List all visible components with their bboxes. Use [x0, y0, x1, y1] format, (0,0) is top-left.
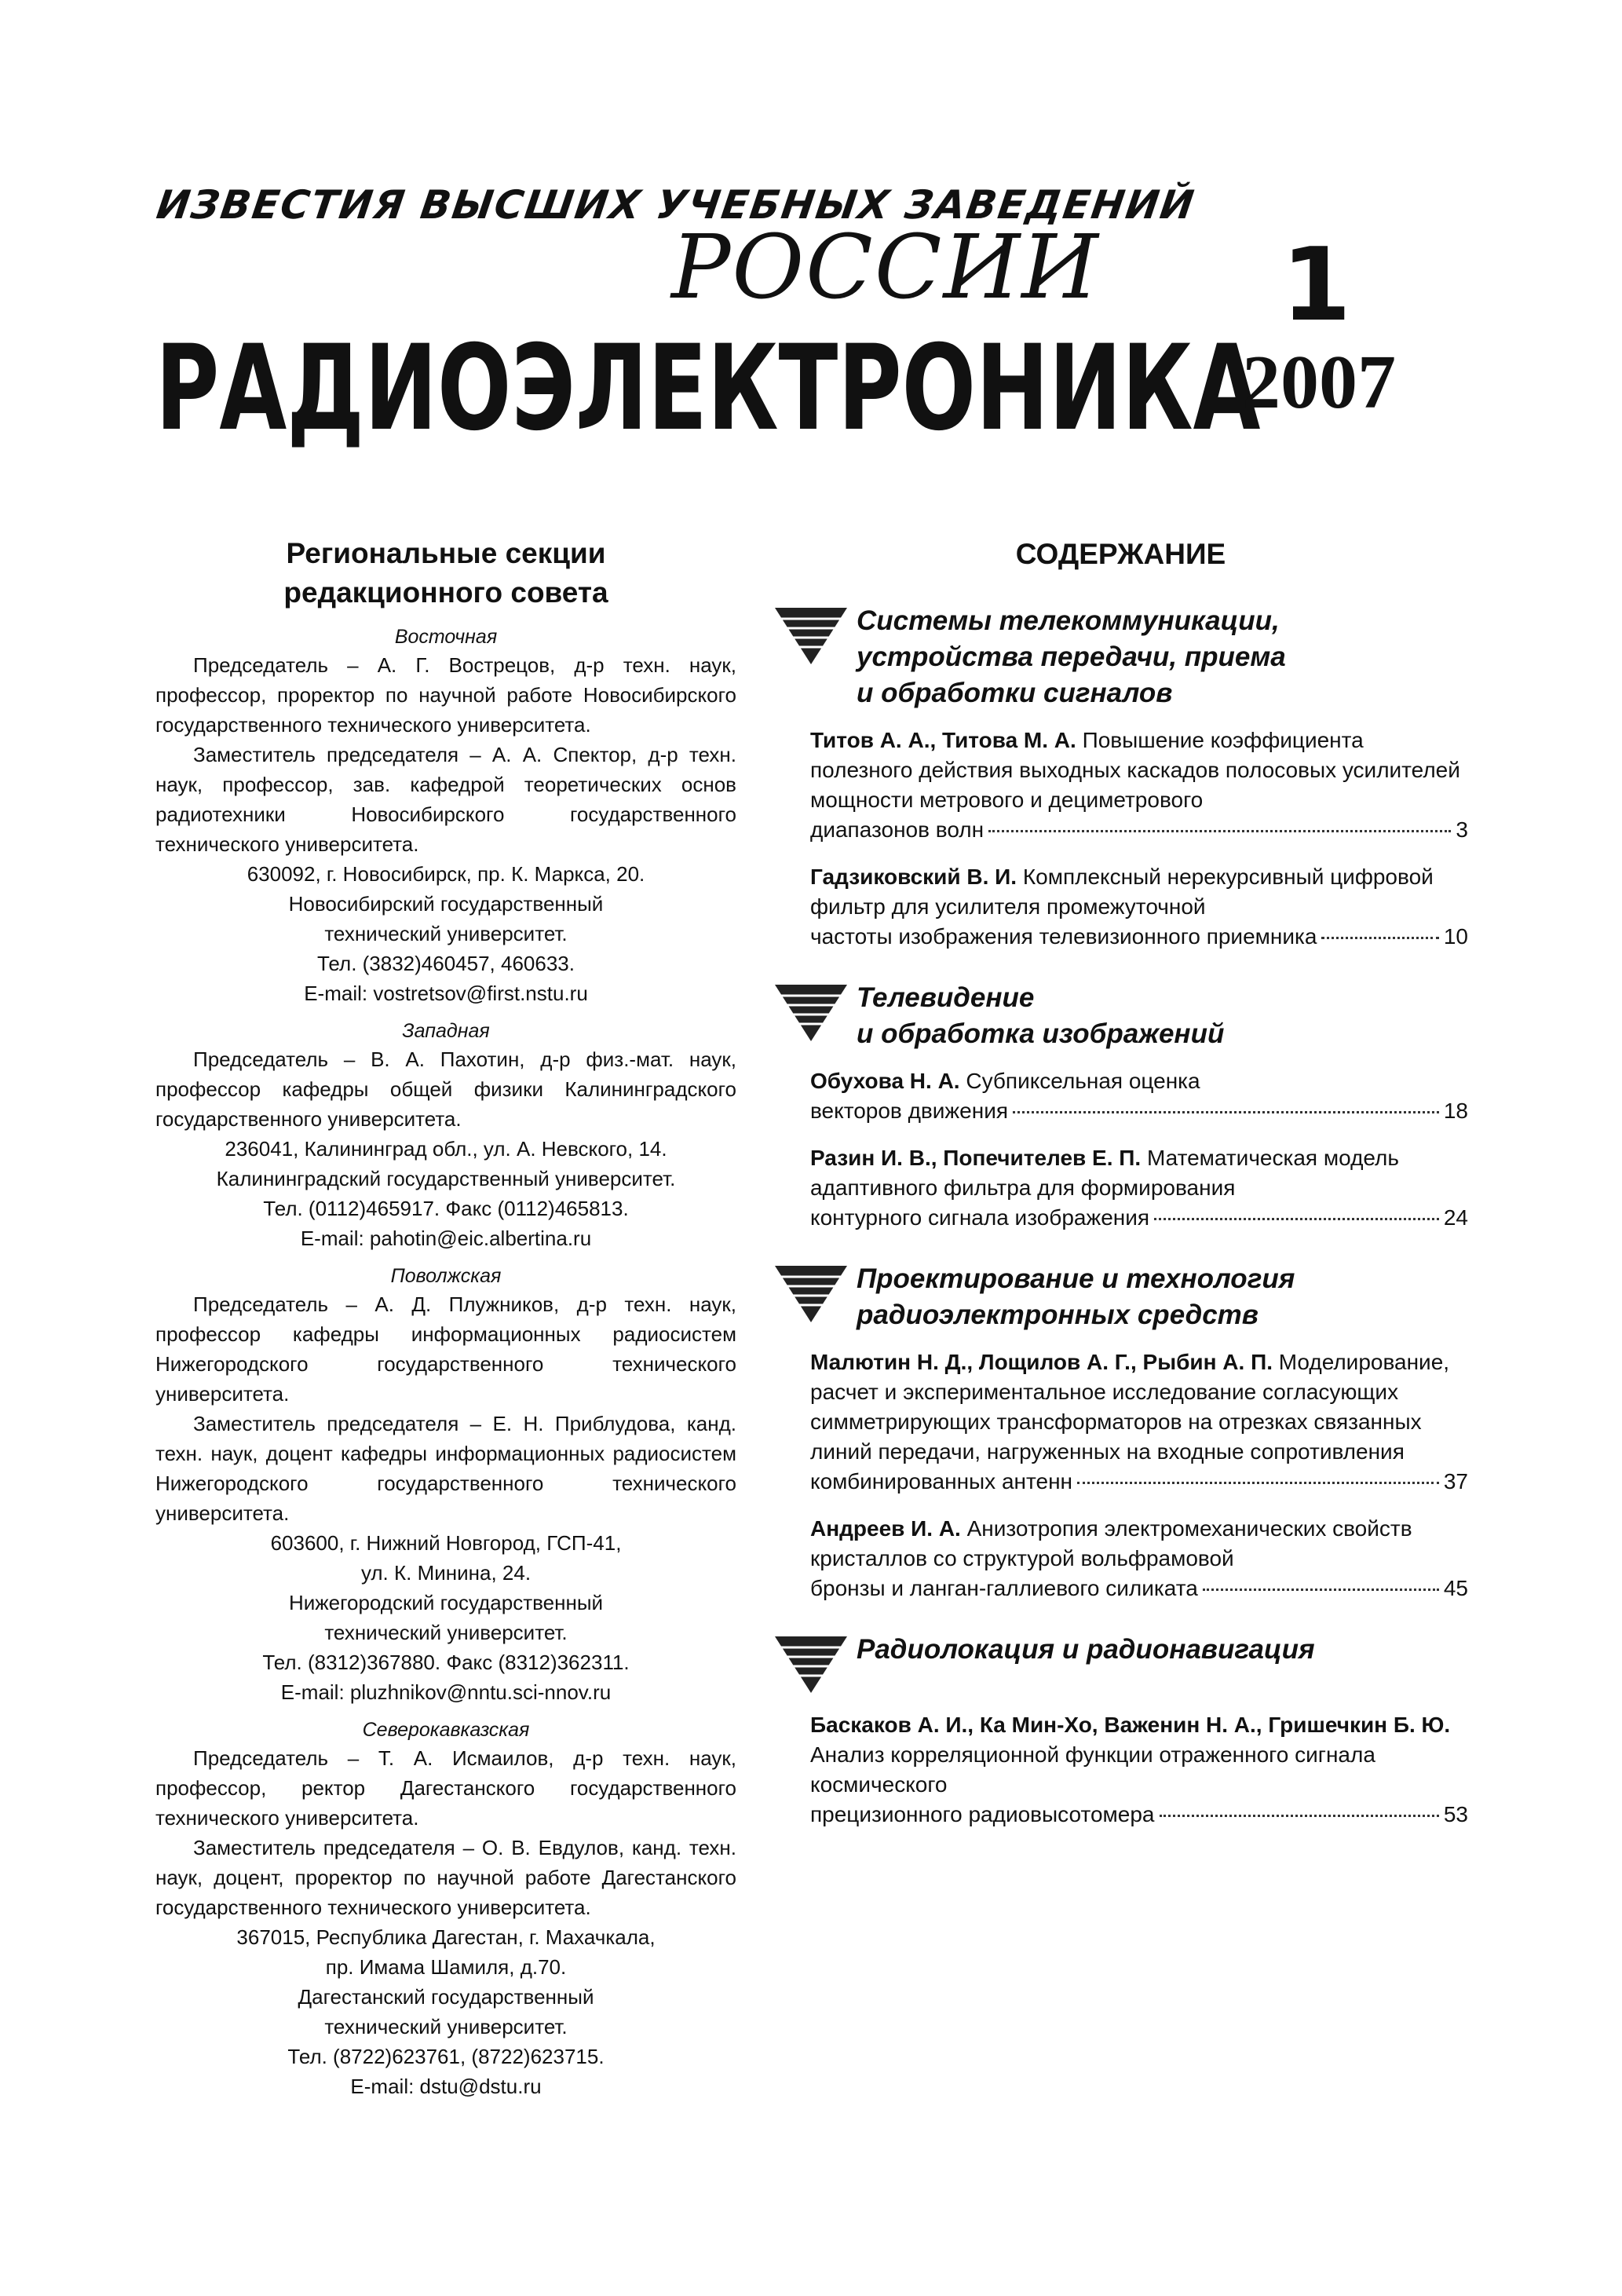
dot-leader	[1203, 1589, 1439, 1591]
entry-title-end: контурного сигнала изображения	[810, 1205, 1150, 1230]
region-phone: Тел. (8722)623761, (8722)623715.	[287, 2045, 605, 2068]
region-name: Восточная	[394, 626, 498, 648]
contents-entry[interactable]	[810, 1143, 1468, 1233]
contents-entry[interactable]	[810, 1066, 1468, 1126]
region-address: Нижегородский государственный	[288, 1591, 604, 1614]
entry-page: 24	[1443, 1205, 1468, 1230]
contents-entry[interactable]	[810, 862, 1468, 952]
region-address: 630092, г. Новосибирск, пр. К. Маркса, 20.	[247, 862, 645, 886]
section-triangle-icon	[773, 1633, 849, 1696]
dot-leader	[1154, 1218, 1439, 1220]
contents-entry[interactable]	[810, 1710, 1468, 1830]
region-address: пр. Имама Шамиля, д.70.	[325, 1955, 567, 1979]
entry-title-end: бронзы и ланган-галлиевого силиката	[810, 1576, 1198, 1600]
entry-title: Анизотропия электромеханических свойств кристаллов со структурой вольфрамовой	[810, 1516, 1412, 1570]
region-address: Дагестанский государственный	[298, 1985, 594, 2009]
region-phone: Тел. (3832)460457, 460633.	[317, 952, 575, 975]
region-deputy: Заместитель председателя – А. А. Спектор, д-р техн. наук, профессор, зав. кафедрой теоретических основ радиотехники Новосибирского государственного технического университета.	[155, 743, 736, 856]
region-address: Новосибирский государственный	[288, 892, 604, 916]
series-title: ИЗВЕСТИЯ ВЫСШИХ УЧЕБНЫХ ЗАВЕДЕНИЙ	[153, 182, 1198, 228]
region-address: 603600, г. Нижний Новгород, ГСП-41,	[270, 1531, 622, 1555]
section-triangle-icon	[773, 605, 849, 667]
region-address: ул. К. Минина, 24.	[360, 1561, 532, 1585]
section-title: Системы телекоммуникации, устройства передачи, приема и обработки сигналов	[857, 605, 1286, 708]
region-address: технический университет.	[324, 1621, 568, 1644]
section-header	[773, 1261, 1468, 1333]
region-chair: Председатель – А. Д. Плужников, д-р техн. наук, профессор кафедры информационных радиосистем Нижегородского государственного технического университета.	[155, 1292, 736, 1406]
section-title: Радиолокация и радионавигация	[857, 1634, 1315, 1665]
entry-title: Моделирование, расчет и экспериментальное исследование согласующих симметрирующих трансформаторов на отрезках связанных линий передачи, нагруженных на входные сопротивления	[810, 1350, 1450, 1464]
contents-entry[interactable]	[810, 1514, 1468, 1603]
region-deputy: Заместитель председателя – О. В. Евдулов, канд. техн. наук, доцент, проректор по научной работе Дагестанского государственного технического университета.	[155, 1836, 736, 1919]
entry-authors: Баскаков А. И., Ка Мин-Хо, Важенин Н. А., Гришечкин Б. Ю.	[810, 1713, 1451, 1737]
region-address: технический университет.	[324, 922, 568, 945]
dot-leader	[1321, 937, 1438, 939]
entry-page: 53	[1443, 1802, 1468, 1826]
region-section	[155, 1263, 736, 1707]
issue-number: 1	[1281, 227, 1352, 344]
contents-title: СОДЕРЖАНИЕ	[1015, 538, 1226, 570]
region-address: Калининградский государственный университет.	[216, 1167, 676, 1190]
region-name: Западная	[402, 1020, 490, 1042]
region-email: E-mail: dstu@dstu.ru	[350, 2075, 542, 2098]
entry-page: 18	[1443, 1099, 1468, 1123]
journal-title: РАДИОЭЛЕКТРОНИКА	[155, 320, 1261, 457]
council-heading: Региональные секции редакционного совета	[283, 537, 608, 609]
issue-year: 2007	[1242, 340, 1396, 425]
entry-title: Анализ корреляционной функции отраженного сигнала космического	[810, 1742, 1375, 1797]
region-name: Северокавказская	[362, 1719, 530, 1741]
contents-entry[interactable]	[810, 1347, 1468, 1497]
entry-page: 37	[1443, 1469, 1468, 1493]
contents-section	[773, 980, 1468, 1233]
contents-column	[773, 534, 1468, 1847]
section-title: Телевидение и обработка изображений	[857, 982, 1225, 1049]
section-header	[773, 980, 1468, 1052]
entry-title: Повышение коэффициента полезного действия выходных каскадов полосовых усилителей мощности метрового и дециметрового	[810, 728, 1460, 812]
region-email: E-mail: vostretsov@first.nstu.ru	[304, 982, 588, 1005]
region-address: 236041, Калининград обл., ул. А. Невского, 14.	[225, 1137, 667, 1161]
entry-title: Математическая модель адаптивного фильтра для формирования	[810, 1146, 1399, 1200]
region-address: 367015, Республика Дагестан, г. Махачкала,	[236, 1925, 656, 1949]
entry-page: 45	[1443, 1576, 1468, 1600]
entry-authors: Обухова Н. А.	[810, 1069, 960, 1093]
entry-title-end: диапазонов волн	[810, 817, 985, 842]
region-phone: Тел. (8312)367880. Факс (8312)362311.	[262, 1651, 630, 1674]
entry-title-end: комбинированных антенн	[810, 1469, 1073, 1493]
region-email: E-mail: pluzhnikov@nntu.sci-nnov.ru	[280, 1680, 612, 1704]
country-title: РОССИИ	[671, 217, 1100, 319]
region-section	[155, 623, 736, 1008]
entry-authors: Разин И. В., Попечителев Е. П.	[810, 1146, 1142, 1170]
region-section	[155, 1717, 736, 2101]
dot-leader	[1160, 1815, 1439, 1817]
entry-authors: Гадзиковский В. И.	[810, 865, 1017, 889]
editorial-council-column	[155, 534, 736, 2101]
region-chair: Председатель – Т. А. Исмаилов, д-р техн. наук, профессор, ректор Дагестанского государственного технического университета.	[155, 1746, 736, 1830]
region-chair: Председатель – А. Г. Вострецов, д-р техн. наук, профессор, проректор по научной работе Новосибирского государственного технического университета.	[155, 653, 736, 737]
entry-title-end: прецизионного радиовысотомера	[810, 1802, 1155, 1826]
region-name: Поволжская	[390, 1265, 502, 1287]
entry-title-end: частоты изображения телевизионного приемника	[810, 924, 1317, 949]
entry-authors: Андреев И. А.	[810, 1516, 961, 1541]
region-deputy: Заместитель председателя – Е. Н. Приблудова, канд. техн. наук, доцент кафедры информационных радиосистем Нижегородского государственного технического университета.	[155, 1412, 736, 1525]
region-phone: Тел. (0112)465917. Факс (0112)465813.	[263, 1197, 629, 1220]
contents-entry[interactable]	[810, 726, 1468, 845]
dot-leader	[1077, 1482, 1439, 1484]
section-header	[773, 1632, 1468, 1696]
entry-title: Субпиксельная оценка	[966, 1069, 1200, 1093]
entry-page: 3	[1456, 817, 1468, 842]
entry-title: Комплексный нерекурсивный цифровой фильтр для усилителя промежуточной	[810, 865, 1434, 919]
region-address: технический университет.	[324, 2015, 568, 2038]
section-header	[773, 603, 1468, 711]
entry-authors: Титов А. А., Титова М. А.	[810, 728, 1076, 752]
entry-page: 10	[1443, 924, 1468, 949]
contents-section	[773, 1632, 1468, 1830]
region-section	[155, 1018, 736, 1253]
region-chair: Председатель – В. А. Пахотин, д-р физ.-мат. наук, профессор кафедры общей физики Калининградского государственного университета.	[155, 1047, 736, 1131]
contents-section	[773, 603, 1468, 952]
section-title: Проектирование и технология радиоэлектронных средств	[857, 1263, 1295, 1330]
section-triangle-icon	[773, 1263, 849, 1325]
section-triangle-icon	[773, 982, 849, 1044]
dot-leader	[1013, 1111, 1439, 1113]
contents-section	[773, 1261, 1468, 1603]
region-email: E-mail: pahotin@eic.albertina.ru	[300, 1227, 592, 1250]
entry-authors: Малютин Н. Д., Лощилов А. Г., Рыбин А. П.	[810, 1350, 1273, 1374]
entry-title-end: векторов движения	[810, 1099, 1008, 1123]
dot-leader	[988, 830, 1451, 832]
